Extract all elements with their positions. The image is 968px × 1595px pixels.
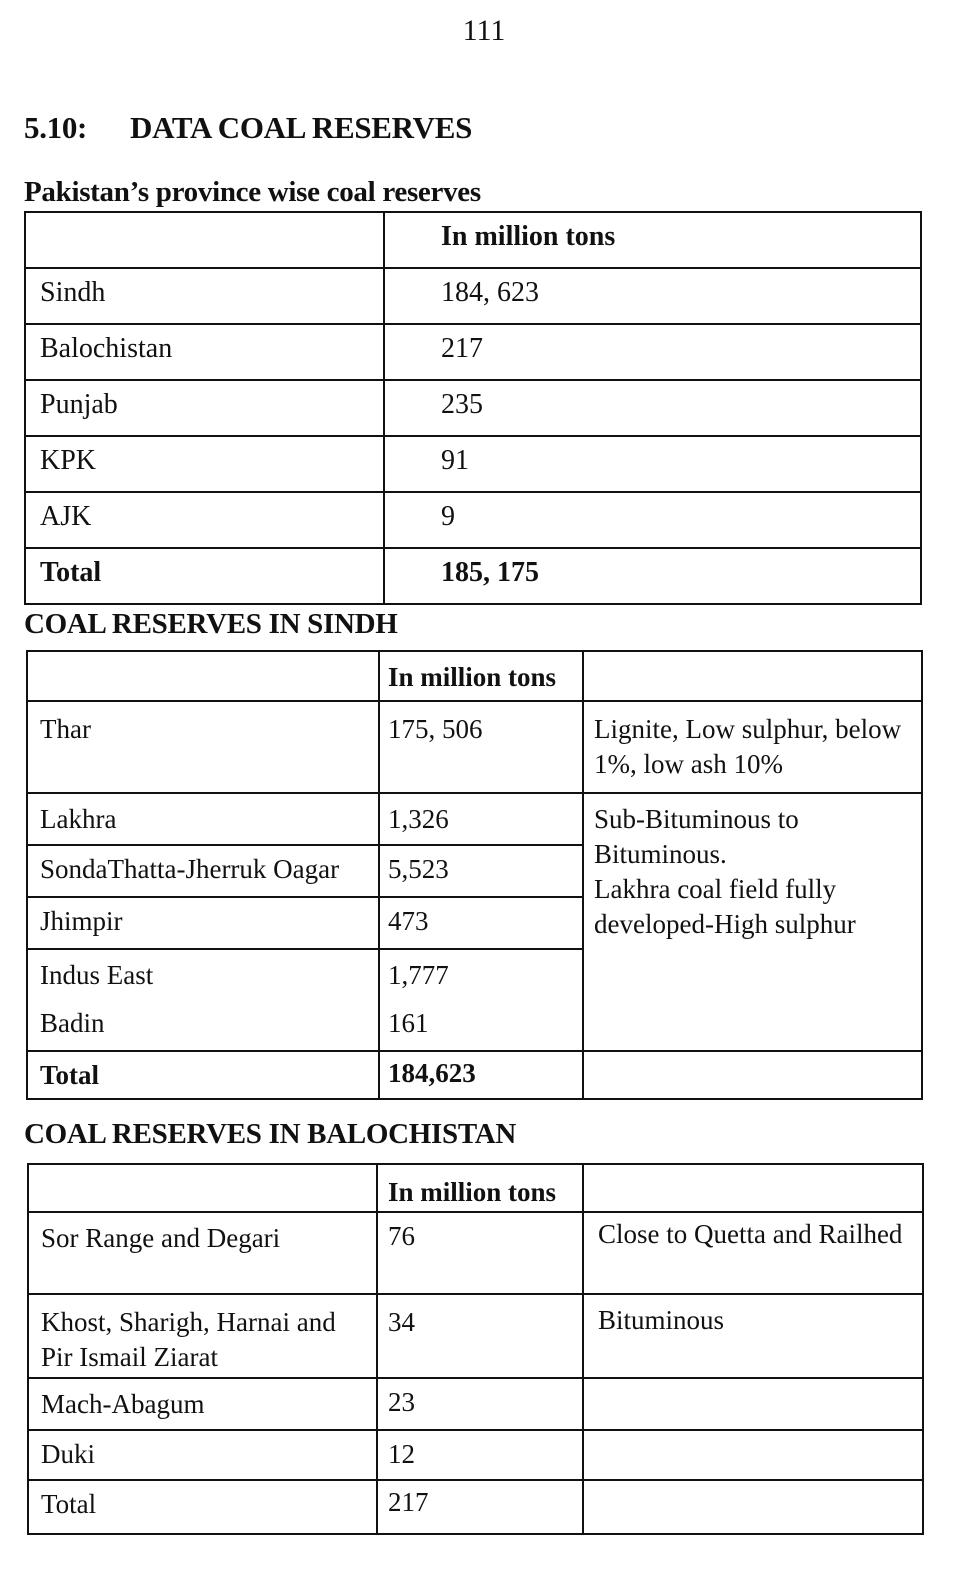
field-name: Lakhra [27,793,379,845]
section-number: 5.10: [24,110,88,145]
field-name: Jhimpir [27,897,379,949]
table-total-row [27,1051,922,1099]
table-header-row [28,1164,923,1212]
field-name: Badin [27,1000,379,1051]
table-row [25,324,921,380]
field-name: Duki [28,1430,377,1480]
field-name: Indus East [27,949,379,1000]
header-cell-empty [27,651,379,701]
table-row [27,793,922,845]
total-note [583,1480,923,1534]
group-note-line: Lakhra coal field fully developed-High sulphur [594,874,856,939]
sindh-table-caption: COAL RESERVES IN SINDH [24,608,398,640]
header-cell-empty [583,1164,923,1212]
total-value: 217 [377,1480,583,1534]
header-cell-unit: In million tons [379,651,583,701]
field-note: Lignite, Low sulphur, below 1%, low ash 10% [583,701,922,793]
section-heading [24,110,472,146]
field-value: 5,523 [379,845,583,897]
table-row [28,1430,923,1480]
total-label: Total [28,1480,377,1534]
province-table-caption: Pakistan’s province wise coal reserves [24,176,481,208]
header-cell-unit: In million tons [384,212,921,268]
province-name: AJK [25,492,384,548]
field-value: 473 [379,897,583,949]
page-number: 111 [462,14,506,47]
table-row [28,1294,923,1378]
header-cell-unit: In million tons [377,1164,583,1212]
field-note [583,1378,923,1430]
province-value: 217 [384,324,921,380]
field-name: Khost, Sharigh, Harnai and Pir Ismail Ziarat [28,1294,377,1378]
field-note: Close to Quetta and Railhed [583,1212,923,1294]
province-value: 91 [384,436,921,492]
total-note [583,1051,922,1099]
field-value: 34 [377,1294,583,1378]
province-value: 235 [384,380,921,436]
field-group-note [583,793,922,1051]
total-value: 185, 175 [384,548,921,604]
field-value: 76 [377,1212,583,1294]
province-name: Balochistan [25,324,384,380]
table-row [25,380,921,436]
total-label: Total [25,548,384,604]
field-value: 12 [377,1430,583,1480]
field-name: Sor Range and Degari [28,1212,377,1294]
header-cell-empty [583,651,922,701]
field-value: 1,777 [379,949,583,1000]
table-total-row [28,1480,923,1534]
field-value: 175, 506 [379,701,583,793]
table-total-row [25,548,921,604]
sindh-reserves-table [26,650,923,1100]
section-title: DATA COAL RESERVES [130,110,473,145]
total-label: Total [27,1051,379,1099]
field-value: 23 [377,1378,583,1430]
group-note-line: Sub-Bituminous to Bituminous. [594,804,799,869]
field-name: Thar [27,701,379,793]
province-reserves-table [24,211,922,605]
table-row [25,492,921,548]
table-row [27,701,922,793]
field-value: 161 [379,1000,583,1051]
field-name: Mach-Abagum [28,1378,377,1430]
table-row [28,1212,923,1294]
header-cell-empty [25,212,384,268]
field-name: SondaThatta-Jherruk Oagar [27,845,379,897]
header-cell-empty [28,1164,377,1212]
table-row [25,268,921,324]
province-name: Punjab [25,380,384,436]
table-row [28,1378,923,1430]
table-row [25,436,921,492]
province-name: KPK [25,436,384,492]
province-name: Sindh [25,268,384,324]
province-value: 184, 623 [384,268,921,324]
field-note: Bituminous [583,1294,923,1378]
total-value: 184,623 [379,1051,583,1099]
table-header-row [27,651,922,701]
balochistan-table-caption: COAL RESERVES IN BALOCHISTAN [24,1118,517,1150]
field-value: 1,326 [379,793,583,845]
province-value: 9 [384,492,921,548]
balochistan-reserves-table [27,1163,924,1535]
field-note [583,1430,923,1480]
table-header-row [25,212,921,268]
